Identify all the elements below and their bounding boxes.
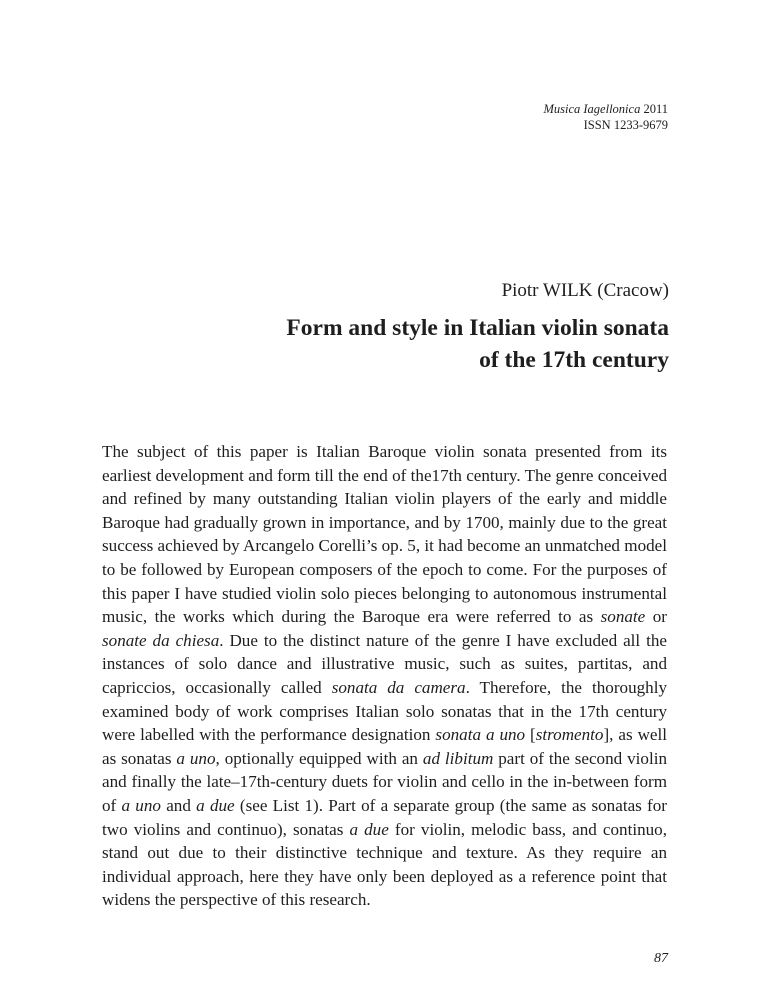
journal-issn: ISSN 1233-9679: [583, 118, 668, 132]
body-italic-term: a due: [196, 795, 235, 815]
title-line-1: Form and style in Italian violin sonata: [286, 315, 669, 341]
body-italic-term: a uno: [121, 795, 161, 815]
body-text-segment: [: [525, 725, 536, 745]
body-italic-term: sonate da chiesa: [102, 630, 220, 650]
body-italic-term: sonata a uno: [435, 725, 526, 745]
page-number: 87: [654, 951, 668, 966]
journal-name: Musica Iagellonica: [543, 102, 641, 116]
journal-title-line: [543, 101, 668, 117]
body-text-segment: part of the second violin and finally the late–17th-century duets for violin and cello in the in-between form of: [102, 748, 667, 815]
title-line-2: of the 17th century: [479, 347, 669, 373]
journal-header: [543, 101, 668, 133]
body-italic-term: ad libitum: [422, 748, 494, 768]
body-italic-term: sonate: [600, 607, 646, 627]
body-italic-term: a due: [349, 819, 389, 839]
body-text-segment: , optionally equipped with an: [215, 748, 423, 768]
body-italic-term: sonata da camera: [331, 677, 466, 697]
body-paragraph: [102, 440, 667, 912]
body-text-segment: for violin, melodic bass, and continuo, stand out due to their distinctive technique and texture. As they require an individual approach, here they have only been deployed as a reference point that widens the perspective of this research.: [102, 819, 667, 910]
body-italic-term: a uno: [176, 748, 216, 768]
body-italic-term: stromento: [535, 725, 604, 745]
body-text-segment: or: [645, 607, 668, 627]
body-text-segment: The subject of this paper is Italian Baroque violin sonata presented from its earliest development and form till the end of the17th century. The genre conceived and refined by many outstanding Italian violin players of the early and middle Baroque had gradually grown in importance, and by 1700, mainly due to the great success achieved by Arcangelo Corelli’s op. 5, it had become an unmatched model to be followed by European composers of the epoch to come. For the purposes of this paper I have studied violin solo pieces belonging to autonomous instrumental music, the works which during the Baroque era were referred to as: [102, 442, 667, 627]
journal-year: 2011: [643, 102, 668, 116]
body-text-segment: ], as well as sonatas: [102, 725, 668, 768]
body-text-segment: and: [160, 795, 197, 815]
body-text-segment: . Due to the distinct nature of the genre I have excluded all the instances of solo dance and illustrative music, such as suites, partitas, and capriccios, occasionally called: [102, 630, 667, 697]
body-text-segment: . Therefore, the thoroughly examined body of work comprises Italian solo sonatas that in the 17th century were labelled with the performance designation: [102, 677, 668, 745]
body-text-segment: (see List 1). Part of a separate group (the same as sonatas for two violins and continuo), sonatas: [102, 795, 667, 839]
article-title: [286, 312, 669, 376]
author-name: Piotr WILK (Cracow): [501, 280, 669, 301]
